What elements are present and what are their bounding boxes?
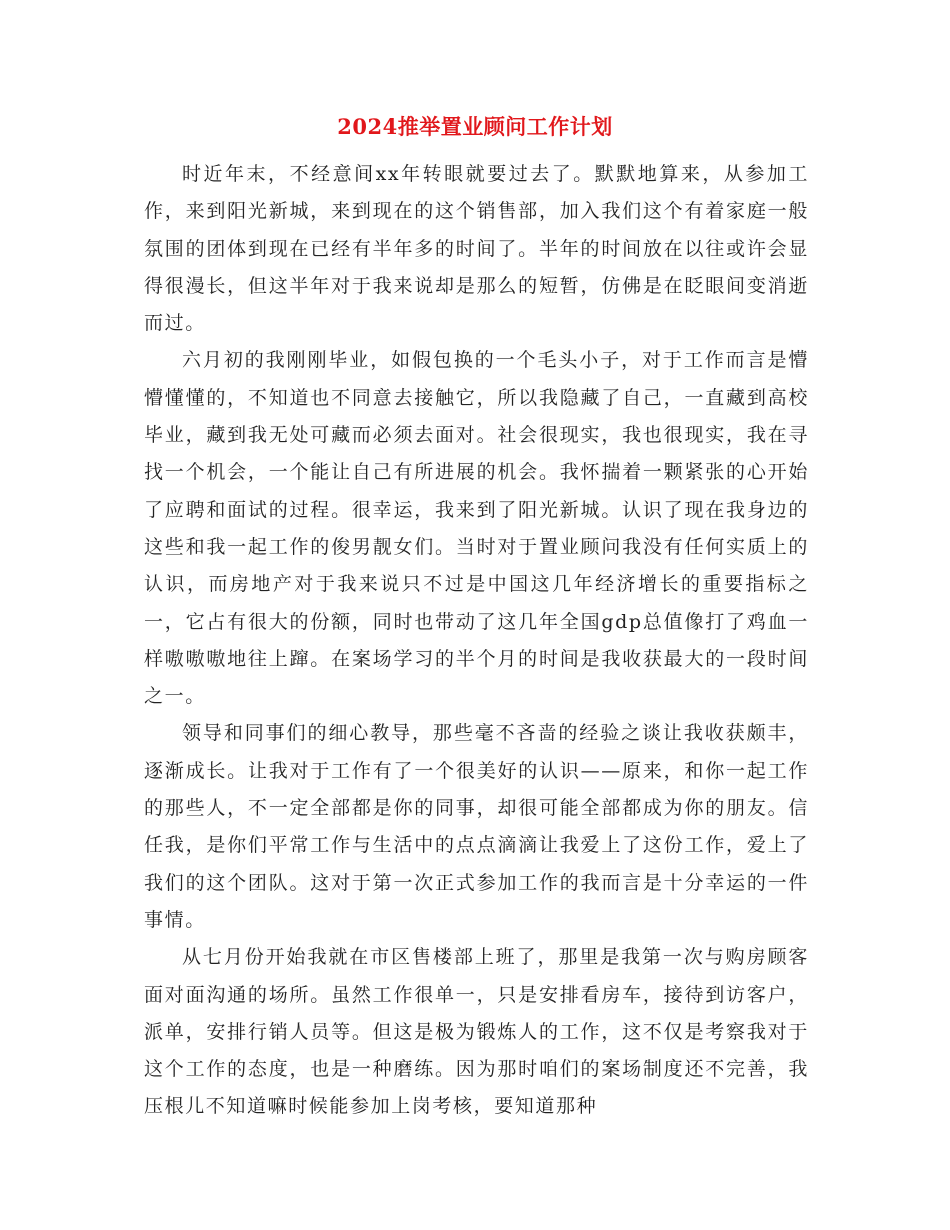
paragraph-1: 时近年末，不经意间xx年转眼就要过去了。默默地算来，从参加工作，来到阳光新城，来到现在的这个销售部，加入我们这个有着家庭一般氛围的团体到现在已经有半年多的时间了。半年的时间放在以往或许会显得很漫长，但这半年对于我来说却是那么的短暂，仿佛是在眨眼间变消逝而过。 — [144, 163, 809, 335]
paragraph-2: 六月初的我刚刚毕业，如假包换的一个毛头小子，对于工作而言是懵懵懂懂的，不知道也不同意去接触它，所以我隐藏了自己，一直藏到高校毕业，藏到我无处可藏而必须去面对。社会很现实，我也很现实，我在寻找一个机会，一个能让自己有所进展的机会。我怀揣着一颗紧张的心开始了应聘和面试的过程。很幸运，我来到了阳光新城。认识了现在我身边的这些和我一起工作的俊男靓女们。当时对于置业顾问我没有任何实质上的认识，而房地产对于我来说只不过是中国这几年经济增长的重要指标之一，它占有很大的份额，同时也带动了这几年全国gdp总值像打了鸡血一样嗷嗷嗷地往上蹿。在案场学习的半个月的时间是我收获最大的一段时间之一。 — [144, 349, 809, 708]
document-title: 2024推举置业顾问工作计划 — [337, 114, 613, 139]
document-body — [144, 156, 809, 1126]
paragraph-3: 领导和同事们的细心教导，那些毫不吝啬的经验之谈让我收获颇丰，逐渐成长。让我对于工作有了一个很美好的认识——原来，和你一起工作的那些人，不一定全部都是你的同事，却很可能全部都成为你的朋友。信任我，是你们平常工作与生活中的点点滴滴让我爱上了这份工作，爱上了我们的这个团队。这对于第一次正式参加工作的我而言是十分幸运的一件事情。 — [144, 722, 809, 931]
paragraph-4: 从七月份开始我就在市区售楼部上班了，那里是我第一次与购房顾客面对面沟通的场所。虽然工作很单一，只是安排看房车，接待到访客户，派单，安排行销人员等。但这是极为锻炼人的工作，这不仅是考察我对于这个工作的态度，也是一种磨练。因为那时咱们的案场制度还不完善，我压根儿不知道嘛时候能参加上岗考核，要知道那种 — [144, 946, 809, 1118]
